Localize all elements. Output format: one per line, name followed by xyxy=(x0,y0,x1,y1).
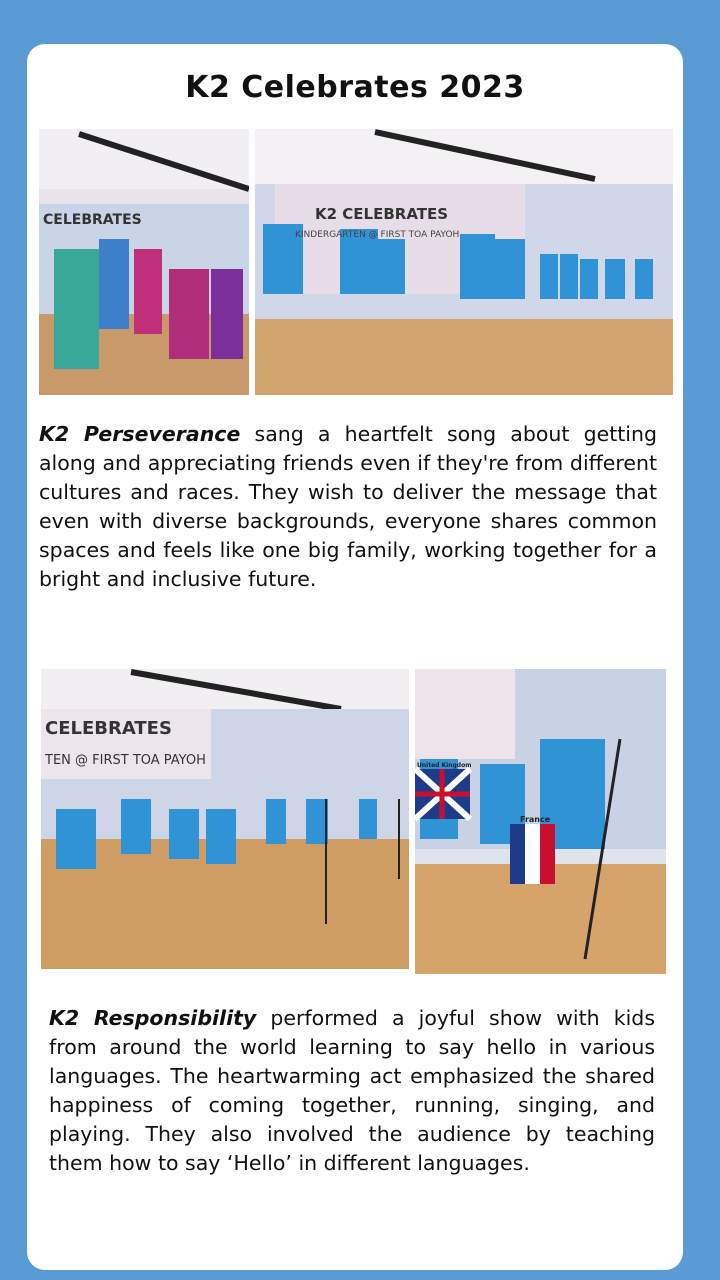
article-card xyxy=(27,44,683,1270)
photo-costume-performance xyxy=(39,129,249,395)
photo-singing-performance xyxy=(255,129,673,395)
class-name-perseverance: K2 Perseverance xyxy=(39,422,241,446)
sign-fr-text: France xyxy=(520,815,551,824)
photo-flags-performance xyxy=(415,669,666,974)
paragraph-responsibility xyxy=(49,1004,655,1178)
photo3-banner-text: CELEBRATES xyxy=(45,718,172,739)
photo-hello-performance xyxy=(41,669,409,969)
photo3-banner-sub: TEN @ FIRST TOA PAYOH xyxy=(45,753,206,768)
photo1-banner-text: CELEBRATES xyxy=(43,212,142,228)
paragraph-perseverance xyxy=(39,420,657,594)
sign-uk-text: United Kingdom xyxy=(417,762,472,769)
paragraph-responsibility-text: performed a joyful show with kids from around the world learning to say hello in various languages. The heartwarming act emphasized the shared happiness of coming together, running, singing, and playing. They also involved the audience by teaching them how to say ‘Hello’ in different languages. xyxy=(49,1006,655,1175)
photo2-banner-sub: KINDERGARTEN @ FIRST TOA PAYOH xyxy=(295,230,460,240)
photo2-banner-text: K2 CELEBRATES xyxy=(315,205,449,223)
class-name-responsibility: K2 Responsibility xyxy=(49,1006,257,1030)
paragraph-perseverance-text: sang a heartfelt song about getting along and appreciating friends even if they're from different cultures and races. They wish to deliver the message that even with diverse backgrounds, everyone shares common spaces and feels like one big family, working together for a bright and inclusive future. xyxy=(39,422,657,591)
page-title: K2 Celebrates 2023 xyxy=(185,70,525,105)
